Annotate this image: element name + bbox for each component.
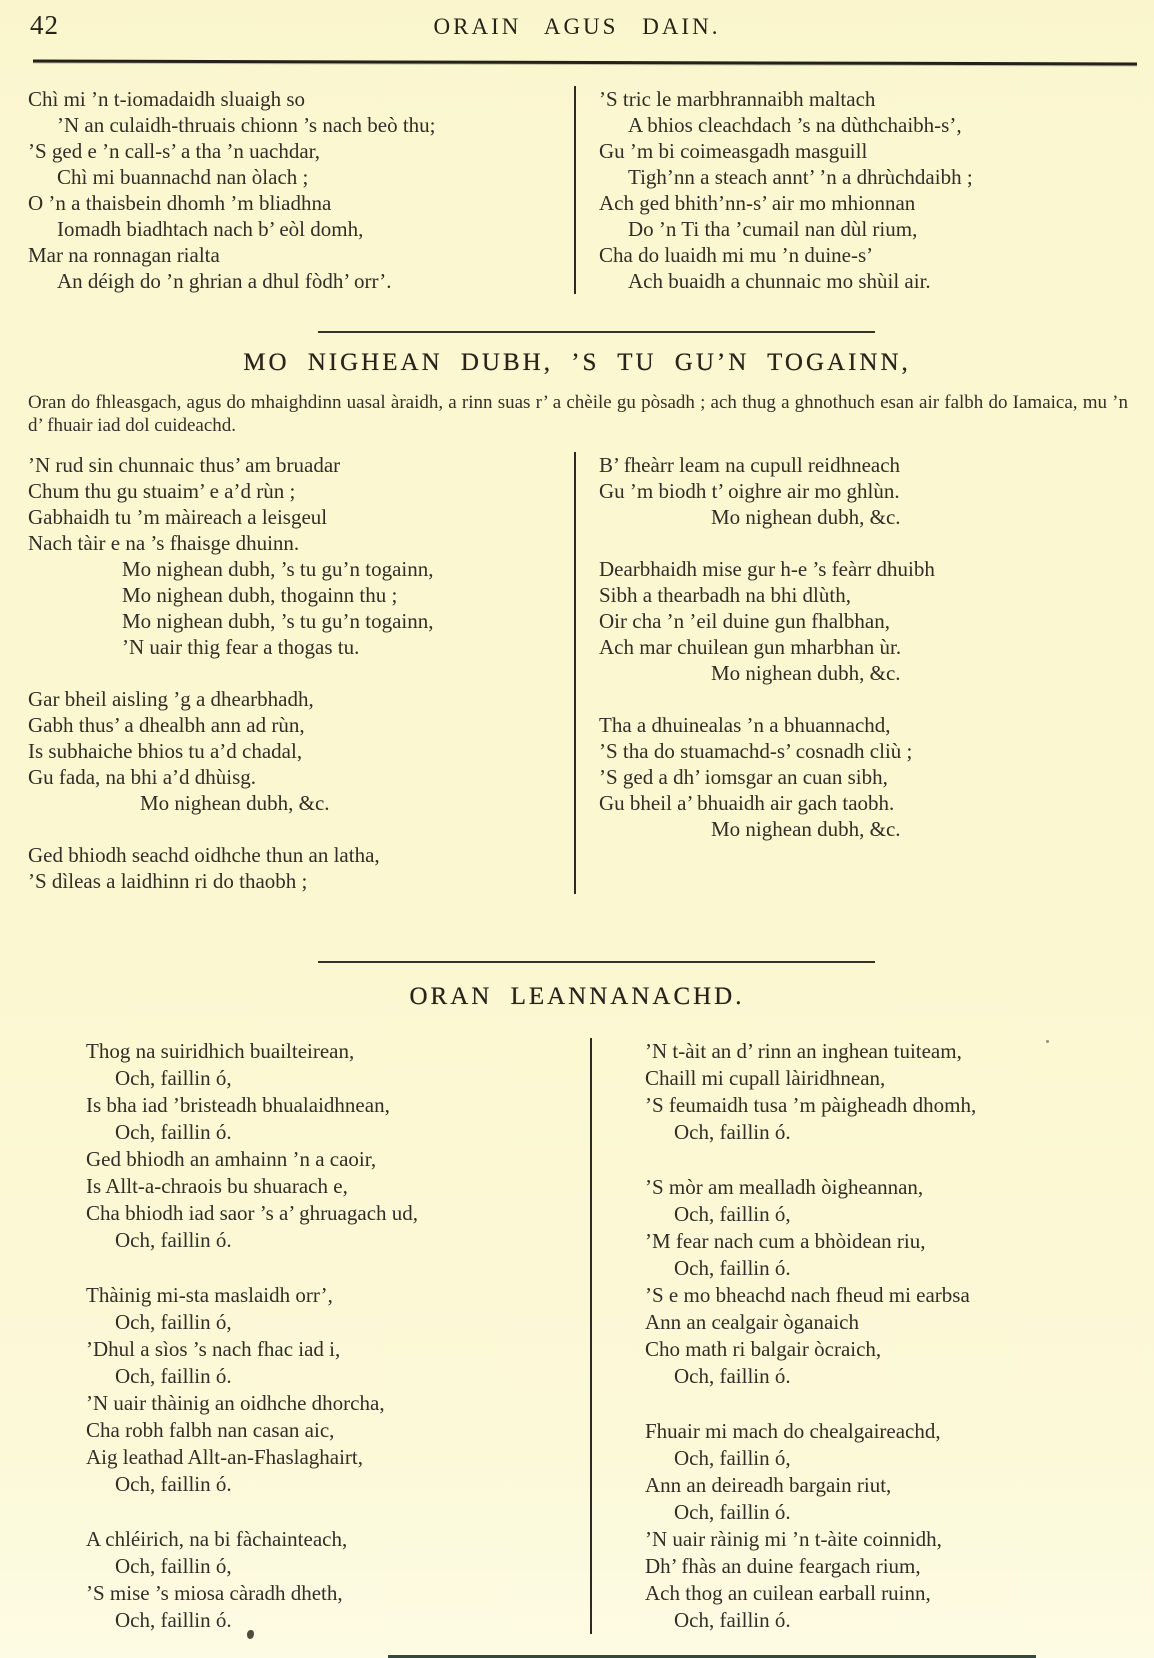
poem-line: Tigh’nn a steach annt’ ’n a dhrùchdaibh ;: [628, 165, 973, 189]
ink-smudge: [247, 1630, 254, 1639]
poem-line: Ach ged bhith’nn-s’ air mo mhionnan: [599, 191, 916, 215]
poem-column-left: [28, 1038, 590, 1634]
poem-line: Och, faillin ó.: [115, 1364, 232, 1388]
poem-line: Och, faillin ó.: [674, 1120, 791, 1144]
poem-line: B’ fheàrr leam na cupull reidhneach: [599, 453, 901, 477]
stanza: [599, 712, 1138, 842]
poem-line: Chì mi buannachd nan òlach ;: [57, 165, 309, 189]
poem-line: Gar bheil aisling ’g a dhearbhadh,: [28, 687, 314, 711]
poem-line: Oir cha ’n ’eil duine gun fhalbhan,: [599, 609, 890, 633]
poem-line: Ann an deireadh bargain riut,: [645, 1473, 892, 1497]
poem-line: Aig leathad Allt-an-Fhaslaghairt,: [86, 1445, 364, 1469]
poem-line: Mo nighean dubh, &c.: [140, 791, 330, 815]
poem-line: Is bha iad ’bristeadh bhualaidhnean,: [86, 1093, 390, 1117]
poem-line: Cha do luaidh mi mu ’n duine-s’: [599, 243, 874, 267]
poem-line: Och, faillin ó,: [115, 1554, 232, 1578]
stanza: [28, 86, 574, 294]
poem-column-left: [28, 452, 574, 894]
poem-line: ’S ged e ’n call-s’ a tha ’n uachdar,: [28, 139, 321, 163]
stanza: [599, 452, 1138, 530]
poem-line: Mo nighean dubh, &c.: [711, 817, 901, 841]
poem-line: Och, faillin ó,: [674, 1446, 791, 1470]
stanza: [599, 556, 1138, 686]
poem-line: A bhios cleachdach ’s na dùthchaibh-s’,: [628, 113, 962, 137]
poem-line: ’N uair ràinig mi ’n t-àite coinnidh,: [645, 1527, 942, 1551]
poem-line: Dh’ fhàs an duine feargach rium,: [645, 1554, 921, 1578]
poem-line: ’S mise ’s miosa càradh dheth,: [86, 1581, 343, 1605]
poem-line: A chléirich, na bi fàchainteach,: [86, 1527, 348, 1551]
poem-column-right: [592, 1038, 1138, 1634]
poem-line: Och, faillin ó,: [115, 1310, 232, 1334]
poem-line: Mo nighean dubh, thogainn thu ;: [122, 583, 398, 607]
poem-line: Tha a dhuinealas ’n a bhuannachd,: [599, 713, 891, 737]
poem-column-left: [28, 86, 574, 294]
poem-line: ’N t-àit an d’ rinn an inghean tuiteam,: [645, 1039, 962, 1063]
poem-line: Och, faillin ó.: [115, 1228, 232, 1252]
stanza: [28, 686, 574, 816]
poem-line: Ach thog an cuilean earball ruinn,: [645, 1581, 931, 1605]
poem-line: Is subhaiche bhios tu a’d chadal,: [28, 739, 303, 763]
section-heading-oran-leannanachd: ORAN LEANNANACHD.: [409, 983, 745, 1010]
poem-line: Nach tàir e na ’s fhaisge dhuinn.: [28, 531, 300, 555]
poem-line: Is Allt-a-chraois bu shuarach e,: [86, 1174, 348, 1198]
poem-section-continuation: [28, 86, 1138, 294]
poem-column-right: [576, 86, 1138, 294]
poem-line: Och, faillin ó,: [115, 1066, 232, 1090]
poem-line: ’N uair thàinig an oidhche dhorcha,: [86, 1391, 385, 1415]
poem-line: ’S dìleas a laidhinn ri do thaobh ;: [28, 869, 308, 893]
poem-line: Mar na ronnagan rialta: [28, 243, 220, 267]
poem-section-mo-nighean-dubh: [28, 452, 1138, 894]
poem-line: ’M fear nach cum a bhòidean riu,: [645, 1229, 926, 1253]
poem-section-oran-leannanachd: [28, 1038, 1138, 1634]
poem-line: Och, faillin ó.: [674, 1364, 791, 1388]
header-rule: [33, 60, 1137, 66]
poem-line: Och, faillin ó.: [115, 1472, 232, 1496]
poem-line: Gu bheil a’ bhuaidh air gach taobh.: [599, 791, 895, 815]
poem-line: Ged bhiodh seachd oidhche thun an latha,: [28, 843, 380, 867]
running-header: ORAIN AGUS DAIN.: [433, 14, 721, 39]
poem-line: An déigh do ’n ghrian a dhul fòdh’ orr’.: [57, 269, 392, 293]
poem-line: ’N rud sin chunnaic thus’ am bruadar: [28, 453, 341, 477]
poem-line: ’N uair thig fear a thogas tu.: [122, 635, 360, 659]
poem-headnote: Oran do fhleasgach, agus do mhaighdinn uasal àraidh, a rinn suas r’ a chèile gu pòsadh ; ach thug a ghnothuch esan air falbh do Iamaica, mu ’n d’ fhuair iad dol cuideachd.: [28, 392, 1128, 436]
poem-line: Och, faillin ó,: [674, 1202, 791, 1226]
poem-line: Cha bhiodh iad saor ’s a’ ghruagach ud,: [86, 1201, 419, 1225]
poem-line: Och, faillin ó.: [115, 1120, 232, 1144]
section-divider-rule: [318, 331, 875, 333]
stanza: [28, 842, 574, 894]
poem-line: Fhuair mi mach do chealgaireachd,: [645, 1419, 941, 1443]
poem-line: Do ’n Ti tha ’cumail nan dùl rium,: [628, 217, 918, 241]
poem-column-right: [576, 452, 1138, 894]
stanza: [86, 1526, 590, 1634]
poem-line: Och, faillin ó.: [674, 1500, 791, 1524]
poem-line: Mo nighean dubh, ’s tu gu’n togainn,: [122, 557, 434, 581]
stanza: [86, 1282, 590, 1498]
poem-line: Mo nighean dubh, &c.: [711, 661, 901, 685]
stanza: [645, 1174, 1138, 1390]
poem-line: Ach mar chuilean gun mharbhan ùr.: [599, 635, 902, 659]
stanza: [28, 452, 574, 660]
poem-line: Och, faillin ó.: [674, 1256, 791, 1280]
poem-line: Gabhaidh tu ’m màireach a leisgeul: [28, 505, 328, 529]
stanza: [86, 1038, 590, 1254]
poem-line: ’S tric le marbhrannaibh maltach: [599, 87, 876, 111]
section-heading-mo-nighean-dubh: MO NIGHEAN DUBH, ’S TU GU’N TOGAINN,: [243, 349, 911, 376]
poem-line: Thog na suiridhich buailteirean,: [86, 1039, 355, 1063]
poem-line: Chaill mi cupall làiridhnean,: [645, 1066, 886, 1090]
poem-line: Dearbhaidh mise gur h-e ’s feàrr dhuibh: [599, 557, 935, 581]
poem-line: ’S feumaidh tusa ’m pàigheadh dhomh,: [645, 1093, 977, 1117]
poem-line: Ann an cealgair òganaich: [645, 1310, 859, 1334]
poem-line: Cho math ri balgair òcraich,: [645, 1337, 882, 1361]
poem-line: Gabh thus’ a dhealbh ann ad rùn,: [28, 713, 305, 737]
poem-line: ’Dhul a sìos ’s nach fhac iad i,: [86, 1337, 341, 1361]
poem-line: O ’n a thaisbein dhomh ’m bliadhna: [28, 191, 332, 215]
poem-line: Ged bhiodh an amhainn ’n a caoir,: [86, 1147, 377, 1171]
poem-line: Och, faillin ó.: [674, 1608, 791, 1632]
poem-line: Och, faillin ó.: [115, 1608, 232, 1632]
poem-line: Chì mi ’n t-iomadaidh sluaigh so: [28, 87, 306, 111]
stanza: [645, 1038, 1138, 1146]
poem-line: Iomadh biadhtach nach b’ eòl domh,: [57, 217, 364, 241]
poem-line: ’S mòr am mealladh òigheannan,: [645, 1175, 924, 1199]
section-divider-rule: [318, 961, 875, 963]
poem-line: Sibh a thearbadh na bhi dlùth,: [599, 583, 851, 607]
poem-line: Thàinig mi-sta maslaidh orr’,: [86, 1283, 333, 1307]
poem-line: Gu ’m bi coimeasgadh masguill: [599, 139, 868, 163]
page-number: 42: [30, 10, 59, 40]
poem-line: ’S tha do stuamachd-s’ cosnadh cliù ;: [599, 739, 913, 763]
poem-line: Mo nighean dubh, &c.: [711, 505, 901, 529]
stanza: [599, 86, 1138, 294]
poem-line: Mo nighean dubh, ’s tu gu’n togainn,: [122, 609, 434, 633]
poem-line: Ach buaidh a chunnaic mo shùil air.: [628, 269, 931, 293]
poem-line: Gu ’m biodh t’ oighre air mo ghlùn.: [599, 479, 900, 503]
poem-line: ’S e mo bheachd nach fheud mi earbsa: [645, 1283, 970, 1307]
poem-line: ’N an culaidh-thruais chionn ’s nach beò thu;: [57, 113, 436, 137]
stanza: [645, 1418, 1138, 1634]
poem-line: ’S ged a dh’ iomsgar an cuan sibh,: [599, 765, 888, 789]
poem-line: Chum thu gu stuaim’ e a’d rùn ;: [28, 479, 296, 503]
poem-line: Cha robh falbh nan casan aic,: [86, 1418, 335, 1442]
poem-line: Gu fada, na bhi a’d dhùisg.: [28, 765, 257, 789]
